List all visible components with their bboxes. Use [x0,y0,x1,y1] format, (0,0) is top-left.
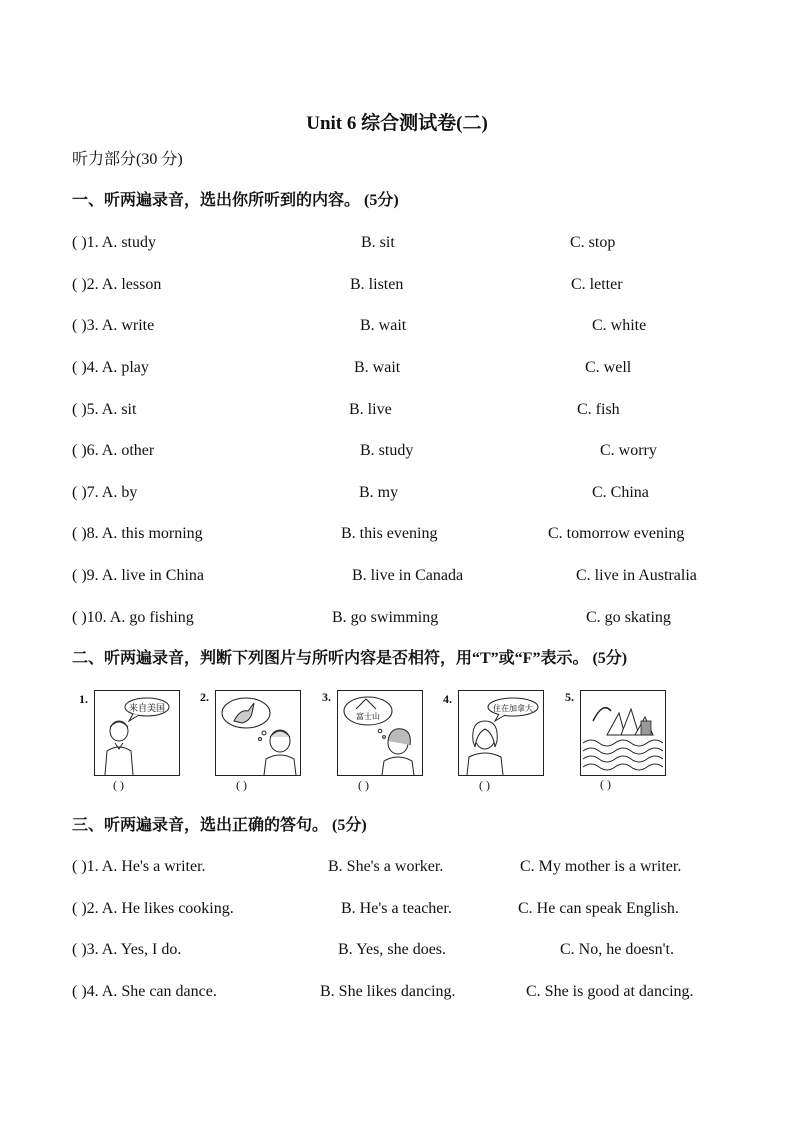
s1-q5-option-c: C. fish [577,401,620,418]
picture-2-answer[interactable]: ( ) [236,778,247,792]
s1-q1-option-c: C. stop [570,234,616,251]
s1-q4-option-b: B. wait [354,359,401,376]
picture-4 [458,690,544,776]
s1-q4-option-c: C. well [585,359,632,376]
s1-q7-option-a: ( )7. A. by [72,484,138,501]
s1-q6-option-c: C. worry [600,442,657,459]
picture-1-bubble: 来自美国 [128,704,166,714]
s3-q3-option-c: C. No, he doesn't. [560,941,674,958]
kangaroo-thought-illustration [216,691,300,775]
picture-3 [337,690,423,776]
s1-q9-option-b: B. live in Canada [352,567,464,584]
s3-q3-option-a: ( )3. A. Yes, I do. [72,941,182,958]
section1-heading: 一、听两遍录音，选出你所听到的内容。 (5分) [72,192,399,209]
s1-q10-option-a: ( )10. A. go fishing [72,609,194,626]
boy-speaking-illustration [95,691,179,775]
s3-q4-option-c: C. She is good at dancing. [526,983,694,1000]
s1-q9-option-c: C. live in Australia [576,567,697,584]
sydney-opera-house-illustration [581,691,665,775]
s1-q8-option-b: B. this evening [341,525,438,542]
s1-q6-option-a: ( )6. A. other [72,442,155,459]
picture-2 [215,690,301,776]
s3-q4-option-a: ( )4. A. She can dance. [72,983,217,1000]
picture-1-answer[interactable]: ( ) [113,778,124,792]
s1-q5-option-a: ( )5. A. sit [72,401,137,418]
listening-header: 听力部分(30 分) [72,151,183,168]
picture-4-bubble: 住在加拿大 [493,704,533,713]
s3-q1-option-c: C. My mother is a writer. [520,858,682,875]
s1-q3-option-b: B. wait [360,317,407,334]
picture-1 [94,690,180,776]
s1-q7-option-b: B. my [359,484,399,501]
section2-heading: 二、听两遍录音，判断下列图片与所听内容是否相符，用“T”或“F”表示。 (5分) [72,650,628,667]
s3-q1-option-a: ( )1. A. He's a writer. [72,858,206,875]
picture-2-number: 2. [200,690,209,704]
picture-3-answer[interactable]: ( ) [358,778,369,792]
page-title: Unit 6 综合测试卷(二) [306,113,488,134]
picture-4-number: 4. [443,692,452,706]
s1-q10-option-b: B. go swimming [332,609,439,626]
picture-1-number: 1. [79,692,88,706]
s3-q2-option-a: ( )2. A. He likes cooking. [72,900,234,917]
s1-q2-option-a: ( )2. A. lesson [72,276,162,293]
section3-heading: 三、听两遍录音，选出正确的答句。 (5分) [72,817,367,834]
s1-q10-option-c: C. go skating [586,609,671,626]
s1-q3-option-a: ( )3. A. write [72,317,155,334]
girl-mount-fuji-illustration [338,691,422,775]
s1-q8-option-a: ( )8. A. this morning [72,525,203,542]
s1-q2-option-b: B. listen [350,276,404,293]
s1-q6-option-b: B. study [360,442,414,459]
picture-3-number: 3. [322,690,331,704]
opera-house-shell-icon [593,708,611,721]
picture-5-number: 5. [565,690,574,704]
s3-q4-option-b: B. She likes dancing. [320,983,456,1000]
woman-speaking-illustration [459,691,543,775]
picture-4-answer[interactable]: ( ) [479,778,490,792]
s1-q5-option-b: B. live [349,401,392,418]
s1-q2-option-c: C. letter [571,276,623,293]
s3-q1-option-b: B. She's a worker. [328,858,444,875]
picture-5 [580,690,666,776]
s3-q2-option-b: B. He's a teacher. [341,900,452,917]
s3-q3-option-b: B. Yes, she does. [338,941,447,958]
s1-q9-option-a: ( )9. A. live in China [72,567,204,584]
s1-q1-option-b: B. sit [361,234,395,251]
s1-q8-option-c: C. tomorrow evening [548,525,685,542]
s1-q4-option-a: ( )4. A. play [72,359,149,376]
picture-5-answer[interactable]: ( ) [600,777,611,791]
s1-q3-option-c: C. white [592,317,647,334]
s1-q1-option-a: ( )1. A. study [72,234,156,251]
picture-3-bubble: 富士山 [356,712,380,721]
s1-q7-option-c: C. China [592,484,649,501]
s3-q2-option-c: C. He can speak English. [518,900,679,917]
